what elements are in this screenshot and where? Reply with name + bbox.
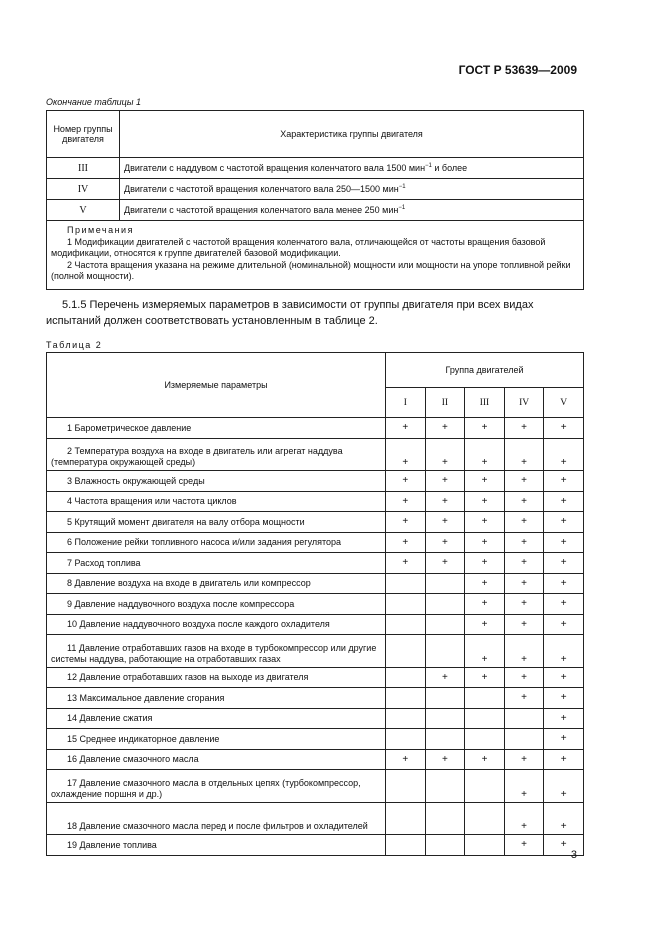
group-mark [386, 594, 426, 615]
group-mark [465, 729, 505, 750]
group-mark [425, 614, 465, 635]
group-description: Двигатели с частотой вращения коленчатого вала менее 250 мин$^{-1}$ [120, 200, 584, 221]
note-1: 1 Модификации двигателей с частотой вращения коленчатого вала, отличающейся от частоты вращения базовой модификации, относятся к группе двигателей базовой модификации. [51, 236, 546, 258]
group-mark [425, 688, 465, 709]
table2-row [47, 688, 584, 709]
group-mark: + [504, 770, 544, 803]
table1-row [47, 158, 584, 179]
group-mark [386, 688, 426, 709]
table1 [46, 110, 584, 290]
group-mark: + [425, 471, 465, 492]
group-mark: + [504, 802, 544, 835]
group-mark [386, 708, 426, 729]
group-mark [386, 614, 426, 635]
group-col-header: II [425, 388, 465, 418]
parameter-name: 19 Давление топлива [47, 835, 386, 856]
group-mark: + [386, 491, 426, 512]
group-mark: + [386, 532, 426, 553]
group-mark: + [465, 667, 505, 688]
group-mark: + [425, 553, 465, 574]
parameter-name: 15 Среднее индикаторное давление [47, 729, 386, 750]
group-mark [386, 835, 426, 856]
group-mark: + [425, 667, 465, 688]
group-mark [465, 835, 505, 856]
group-mark: + [544, 729, 584, 750]
group-mark: + [504, 688, 544, 709]
group-number: IV [47, 179, 120, 200]
group-mark [386, 729, 426, 750]
group-mark [465, 802, 505, 835]
group-mark: + [425, 438, 465, 471]
group-mark: + [425, 491, 465, 512]
note-2: 2 Частота вращения указана на режиме длительной (номинальной) мощности или мощности на упоре топливной рейки (полной мощности). [51, 259, 571, 281]
table1-row [47, 179, 584, 200]
table2-caption: Таблица 2 [46, 340, 103, 350]
group-mark: + [465, 553, 505, 574]
group-mark: + [504, 667, 544, 688]
table2 [46, 352, 584, 856]
table2-row [47, 729, 584, 750]
group-mark: + [544, 418, 584, 439]
group-mark: + [544, 491, 584, 512]
group-mark: + [544, 667, 584, 688]
group-mark: + [465, 491, 505, 512]
parameter-name: 13 Максимальное давление сгорания [47, 688, 386, 709]
table2-row [47, 573, 584, 594]
group-number: III [47, 158, 120, 179]
parameter-name: 9 Давление наддувочного воздуха после компрессора [47, 594, 386, 615]
group-mark: + [465, 614, 505, 635]
group-mark [425, 770, 465, 803]
group-mark: + [465, 471, 505, 492]
table1-notes-row [47, 221, 584, 290]
group-mark [425, 594, 465, 615]
group-mark [386, 667, 426, 688]
group-mark: + [465, 532, 505, 553]
group-mark [386, 635, 426, 668]
parameter-name: 5 Крутящий момент двигателя на валу отбора мощности [47, 512, 386, 533]
group-mark: + [544, 553, 584, 574]
group-mark [504, 729, 544, 750]
group-mark: + [504, 749, 544, 770]
group-mark: + [465, 512, 505, 533]
group-mark: + [465, 749, 505, 770]
param-header: Измеряемые параметры [47, 353, 386, 418]
group-mark: + [504, 491, 544, 512]
group-mark: + [504, 573, 544, 594]
group-mark: + [386, 471, 426, 492]
document-id: ГОСТ Р 53639—2009 [458, 63, 577, 77]
table2-row [47, 835, 584, 856]
parameter-name: 7 Расход топлива [47, 553, 386, 574]
group-mark: + [544, 749, 584, 770]
group-mark: + [465, 635, 505, 668]
table2-row [47, 708, 584, 729]
group-mark: + [386, 749, 426, 770]
group-mark: + [504, 512, 544, 533]
table2-header-row [47, 353, 584, 388]
group-mark: + [425, 749, 465, 770]
group-mark: + [504, 471, 544, 492]
group-mark: + [544, 708, 584, 729]
group-mark: + [465, 418, 505, 439]
table2-row [47, 512, 584, 533]
group-description: Двигатели с наддувом с частотой вращения коленчатого вала 1500 мин$^{-1}$ и более [120, 158, 584, 179]
group-number: V [47, 200, 120, 221]
group-col-header: V [544, 388, 584, 418]
parameter-name: 6 Положение рейки топливного насоса и/или задания регулятора [47, 532, 386, 553]
group-description: Двигатели с частотой вращения коленчатого вала 250—1500 мин$^{-1}$ [120, 179, 584, 200]
group-mark [425, 635, 465, 668]
parameter-name: 17 Давление смазочного масла в отдельных цепях (турбокомпрессор, охлаждение поршня и др.) [47, 770, 386, 803]
group-mark: + [504, 635, 544, 668]
group-mark: + [544, 614, 584, 635]
table1-notes [47, 221, 584, 290]
parameter-name: 2 Температура воздуха на входе в двигатель или агрегат наддува (температура окружающей среды) [47, 438, 386, 471]
table2-row [47, 553, 584, 574]
notes-title: Примечания [67, 225, 134, 235]
group-mark: + [504, 614, 544, 635]
group-mark: + [465, 438, 505, 471]
group-mark: + [544, 802, 584, 835]
table2-row [47, 594, 584, 615]
group-mark: + [544, 635, 584, 668]
parameter-name: 14 Давление сжатия [47, 708, 386, 729]
parameter-name: 4 Частота вращения или частота циклов [47, 491, 386, 512]
group-mark: + [504, 835, 544, 856]
group-mark: + [425, 512, 465, 533]
group-mark: + [544, 573, 584, 594]
group-mark: + [386, 553, 426, 574]
group-mark: + [386, 512, 426, 533]
table2-row [47, 418, 584, 439]
group-mark [465, 688, 505, 709]
table1-caption: Окончание таблицы 1 [46, 97, 141, 107]
table2-row [47, 635, 584, 668]
group-mark [465, 708, 505, 729]
group-mark [425, 708, 465, 729]
group-mark: + [504, 438, 544, 471]
table2-row [47, 471, 584, 492]
group-mark [425, 573, 465, 594]
table2-row [47, 532, 584, 553]
group-mark [504, 708, 544, 729]
group-mark: + [425, 532, 465, 553]
table1-row [47, 200, 584, 221]
table1-col1-header: Номер группы двигателя [47, 111, 120, 158]
group-header: Группа двигателей [386, 353, 584, 388]
group-mark: + [544, 770, 584, 803]
group-mark: + [544, 471, 584, 492]
group-mark: + [544, 688, 584, 709]
table2-row [47, 770, 584, 803]
group-col-header: I [386, 388, 426, 418]
group-mark: + [504, 532, 544, 553]
group-mark: + [425, 418, 465, 439]
parameter-name: 3 Влажность окружающей среды [47, 471, 386, 492]
table1-col2-header: Характеристика группы двигателя [120, 111, 584, 158]
table2-row [47, 802, 584, 835]
table2-row [47, 614, 584, 635]
group-mark [465, 770, 505, 803]
table2-row [47, 438, 584, 471]
group-mark: + [386, 418, 426, 439]
group-mark: + [504, 594, 544, 615]
table2-row [47, 749, 584, 770]
group-mark: + [544, 835, 584, 856]
parameter-name: 8 Давление воздуха на входе в двигатель или компрессор [47, 573, 386, 594]
parameter-name: 11 Давление отработавших газов на входе в турбокомпрессор или другие системы наддува, работающие на отработавших газах [47, 635, 386, 668]
group-mark: + [544, 594, 584, 615]
group-col-header: IV [504, 388, 544, 418]
parameter-name: 12 Давление отработавших газов на выходе из двигателя [47, 667, 386, 688]
group-mark: + [386, 438, 426, 471]
table1-header-row [47, 111, 584, 158]
group-mark [386, 573, 426, 594]
group-mark: + [544, 438, 584, 471]
group-mark: + [544, 512, 584, 533]
page-number: 3 [570, 849, 577, 861]
group-mark: + [465, 573, 505, 594]
group-mark [386, 770, 426, 803]
group-mark [386, 802, 426, 835]
parameter-name: 18 Давление смазочного масла перед и после фильтров и охладителей [47, 802, 386, 835]
paragraph-5-1-5: 5.1.5 Перечень измеряемых параметров в зависимости от группы двигателя при всех видах испытаний должен соответствовать установленным в таблице 2. [46, 299, 534, 327]
parameter-name: 10 Давление наддувочного воздуха после каждого охладителя [47, 614, 386, 635]
table2-row [47, 491, 584, 512]
group-col-header: III [465, 388, 505, 418]
group-mark: + [504, 553, 544, 574]
group-mark [425, 835, 465, 856]
group-mark: + [465, 594, 505, 615]
group-mark: + [504, 418, 544, 439]
group-mark [425, 729, 465, 750]
parameter-name: 1 Барометрическое давление [47, 418, 386, 439]
group-mark: + [544, 532, 584, 553]
group-mark [425, 802, 465, 835]
parameter-name: 16 Давление смазочного масла [47, 749, 386, 770]
table2-row [47, 667, 584, 688]
table2-body [47, 418, 584, 856]
